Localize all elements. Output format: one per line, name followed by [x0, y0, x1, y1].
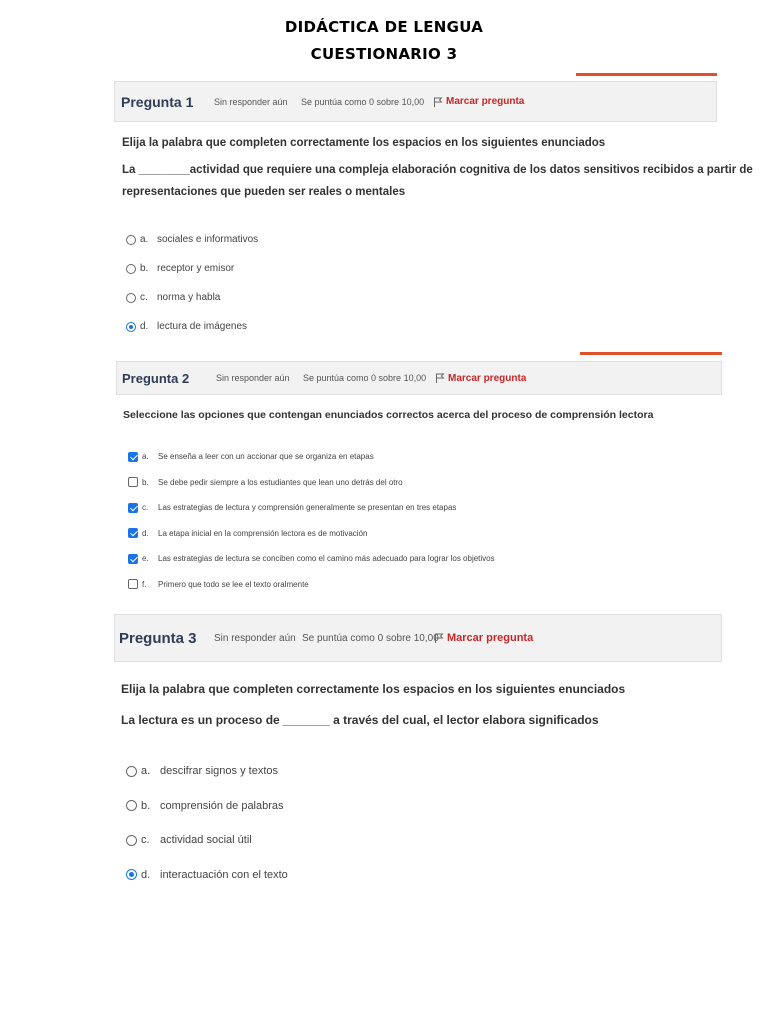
- option-text: descifrar signos y textos: [160, 765, 278, 778]
- radio-button[interactable]: [126, 293, 136, 303]
- question-3-title: Pregunta 3: [119, 629, 197, 647]
- question-3-status: Sin responder aún: [214, 632, 296, 644]
- checkbox[interactable]: [128, 477, 138, 487]
- question-3-option-c[interactable]: c. actividad social útil: [126, 823, 288, 858]
- option-text: norma y habla: [157, 292, 221, 303]
- question-1-statement-line-1: La ________actividad que requiere una compleja elaboración cognitiva de los datos sensitivos recibidos a partir de: [122, 164, 753, 176]
- question-1-flag-button[interactable]: [433, 96, 524, 107]
- question-2-score: Se puntúa como 0 sobre 10,00: [303, 373, 427, 383]
- document-header: [0, 14, 768, 68]
- option-text: La etapa inicial en la comprensión lectora es de motivación: [158, 528, 368, 538]
- option-text: sociales e informativos: [157, 234, 259, 245]
- question-1-option-d[interactable]: d. lectura de imágenes: [126, 312, 258, 341]
- option-text: Se enseña a leer con un accionar que se organiza en etapas: [158, 452, 374, 462]
- question-1-flag-label: Marcar pregunta: [446, 96, 525, 107]
- radio-button[interactable]: [126, 264, 136, 274]
- question-2-accent-line: [580, 352, 722, 355]
- option-text: lectura de imágenes: [157, 321, 248, 332]
- radio-button[interactable]: [126, 835, 137, 846]
- question-1-status: Sin responder aún: [214, 96, 288, 107]
- question-3-option-d[interactable]: d. interactuación con el texto: [126, 858, 288, 893]
- question-3-options: [126, 754, 288, 892]
- question-1-option-c[interactable]: c. norma y habla: [126, 283, 258, 312]
- document-title: DIDÁCTICA DE LENGUA: [284, 18, 484, 36]
- option-text: actividad social útil: [160, 834, 252, 847]
- question-2-options: [128, 444, 495, 597]
- checkbox[interactable]: [128, 452, 138, 462]
- question-1-accent-line: [576, 73, 717, 76]
- question-3-option-a[interactable]: a. descifrar signos y textos: [126, 754, 288, 789]
- option-text: comprensión de palabras: [160, 799, 284, 812]
- option-text: Primero que todo se lee el texto oralmente: [158, 579, 309, 589]
- option-text: Se debe pedir siempre a los estudiantes que lean uno detrás del otro: [158, 477, 403, 487]
- question-2-status: Sin responder aún: [216, 373, 290, 383]
- question-1-score: Se puntúa como 0 sobre 10,00: [301, 96, 425, 107]
- checkbox[interactable]: [128, 528, 138, 538]
- option-text: Las estrategias de lectura se conciben como el camino más adecuado para lograr los objetivos: [158, 554, 495, 564]
- question-3-score: Se puntúa como 0 sobre 10,00: [302, 632, 439, 644]
- question-2-option-a[interactable]: a. Se enseña a leer con un accionar que se organiza en etapas: [128, 444, 495, 470]
- question-2-flag-button[interactable]: [435, 373, 526, 384]
- checkbox[interactable]: [128, 503, 138, 513]
- flag-icon: [433, 97, 443, 107]
- radio-button[interactable]: [126, 766, 137, 777]
- question-2-option-f[interactable]: f. Primero que todo se lee el texto oralmente: [128, 572, 495, 598]
- radio-button[interactable]: [126, 235, 136, 245]
- radio-button[interactable]: [126, 322, 136, 332]
- question-1-header: [114, 81, 717, 122]
- question-3-option-b[interactable]: b. comprensión de palabras: [126, 789, 288, 824]
- flag-icon: [434, 633, 444, 643]
- question-1-option-a[interactable]: a. sociales e informativos: [126, 225, 258, 254]
- option-text: interactuación con el texto: [160, 868, 288, 881]
- radio-button[interactable]: [126, 800, 137, 811]
- question-2-title: Pregunta 2: [122, 370, 190, 386]
- question-2-flag-label: Marcar pregunta: [448, 372, 527, 384]
- flag-icon: [435, 373, 445, 383]
- question-2-option-d[interactable]: d. La etapa inicial en la comprensión lectora es de motivación: [128, 521, 495, 547]
- question-3-flag-button[interactable]: [434, 632, 533, 644]
- question-3-instruction: Elija la palabra que completen correctamente los espacios en los siguientes enunciados: [121, 682, 626, 696]
- question-1-statement-line-2: representaciones que pueden ser reales o mentales: [122, 186, 406, 198]
- question-3-statement-line-1: La lectura es un proceso de _______ a través del cual, el lector elabora significados: [121, 713, 599, 727]
- question-1-option-b[interactable]: b. receptor y emisor: [126, 254, 258, 283]
- question-1-title: Pregunta 1: [121, 93, 194, 110]
- question-2-option-c[interactable]: c. Las estrategias de lectura y comprensión generalmente se presentan en tres etapas: [128, 495, 495, 521]
- question-2-option-e[interactable]: e. Las estrategias de lectura se conciben como el camino más adecuado para lograr los objetivos: [128, 546, 495, 572]
- question-2-option-b[interactable]: b. Se debe pedir siempre a los estudiantes que lean uno detrás del otro: [128, 470, 495, 496]
- checkbox[interactable]: [128, 579, 138, 589]
- question-2-instruction: Seleccione las opciones que contengan enunciados correctos acerca del proceso de comprensión lectora: [123, 409, 654, 421]
- radio-button[interactable]: [126, 869, 137, 880]
- option-text: receptor y emisor: [157, 263, 235, 274]
- question-3-header: [114, 614, 722, 662]
- question-2-header: [116, 361, 722, 395]
- question-1-instruction: Elija la palabra que completen correctamente los espacios en los siguientes enunciados: [122, 137, 606, 149]
- document-subtitle: CUESTIONARIO 3: [310, 45, 458, 63]
- question-3-flag-label: Marcar pregunta: [447, 632, 534, 644]
- question-1-options: [126, 225, 258, 341]
- option-text: Las estrategias de lectura y comprensión generalmente se presentan en tres etapas: [158, 503, 457, 513]
- checkbox[interactable]: [128, 554, 138, 564]
